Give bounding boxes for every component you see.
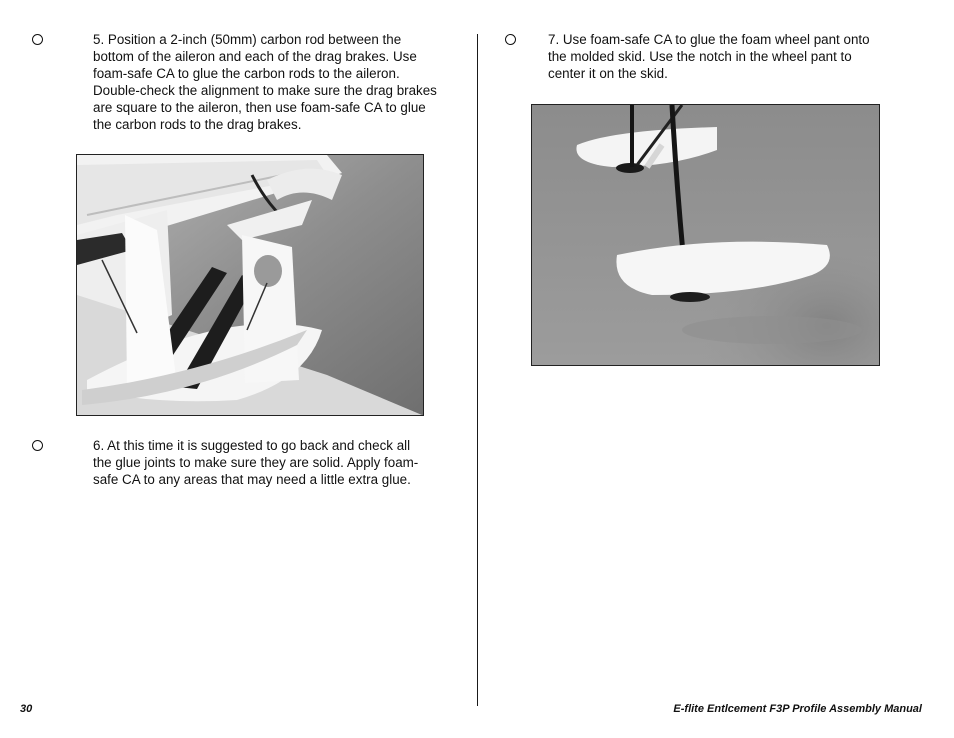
checkbox-circle-icon[interactable] <box>505 34 516 45</box>
step-7-text: 7. Use foam-safe CA to glue the foam wheel pant onto the molded skid. Use the notch in the wheel pant to center it on the skid. <box>548 32 870 81</box>
photo-wheel-pant <box>531 104 880 366</box>
column-divider <box>477 34 478 706</box>
manual-title: E-flite Entlcement F3P Profile Assembly Manual <box>673 703 922 715</box>
photo-drag-brakes <box>76 154 424 416</box>
checkbox-circle-icon[interactable] <box>32 440 43 451</box>
page-number: 30 <box>20 703 33 715</box>
step-5-text: 5. Position a 2-inch (50mm) carbon rod between the bottom of the aileron and each of the drag brakes. Use foam-safe CA to glue the carbon rods to the aileron. Double-check the alignment to make sure the drag brakes are square to the aileron, then use foam-safe CA to glue the carbon rods to the drag brakes. <box>93 32 437 132</box>
checkbox-circle-icon[interactable] <box>32 34 43 45</box>
step-6-text: 6. At this time it is suggested to go back and check all the glue joints to make sure they are solid. Apply foam- safe CA to any areas that may need a little extra glue. <box>93 438 419 487</box>
